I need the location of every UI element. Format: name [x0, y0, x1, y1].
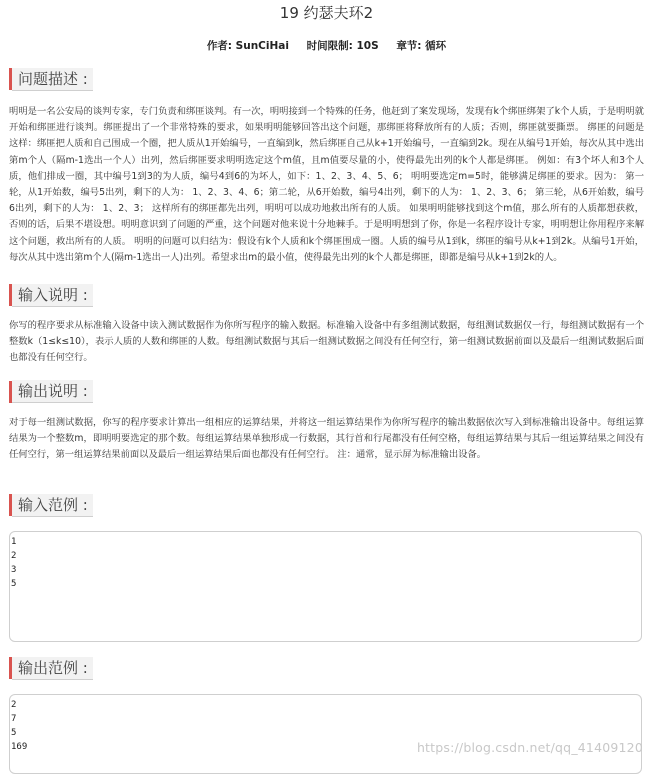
author-label: 作者: SunCiHai — [206, 40, 289, 52]
output-sample-line: 2 — [11, 700, 17, 710]
problem-meta — [0, 38, 653, 52]
input-sample-heading: 输入范例 : — [12, 494, 93, 517]
problem-description-heading: 问题描述 : — [12, 68, 93, 91]
input-sample-line: 5 — [11, 579, 17, 589]
input-sample-line: 1 — [11, 537, 17, 547]
output-sample-line: 7 — [11, 714, 17, 724]
input-sample-header — [9, 494, 93, 516]
output-sample-line: 169 — [11, 742, 28, 752]
output-sample-header — [9, 657, 93, 679]
time-limit-label: 时间限制: 10S — [306, 40, 379, 52]
input-description-header — [9, 284, 653, 306]
chapter-label: 章节: 循环 — [396, 40, 447, 52]
problem-description-header — [9, 68, 653, 90]
input-description-heading: 输入说明 : — [12, 284, 93, 307]
input-description-text: 你写的程序要求从标准输入设备中读入测试数据作为你所写程序的输入数据。标准输入设备中有多组测试数据，每组测试数据仅一行，每组测试数据有一个整数k（1≤k≤10），表示人质的人数和绑匪的人数。每组测试数据与其后一组测试数据之间没有任何空行，第一组测试数据前面以及最后一组测试数据后面也都没有任何空行。 — [9, 320, 644, 364]
page-title: 19 约瑟夫环2 — [279, 4, 374, 22]
problem-description-text: 明明是一名公安局的谈判专家，专门负责和绑匪谈判。有一次，明明接到一个特殊的任务，他赶到了案发现场，发现有k个绑匪绑架了k个人质，于是明明就开始和绑匪进行谈判。绑匪提出了一个非常特殊的要求，如果明明能够回答出这个问题，那绑匪将释放所有的人质；否则，绑匪就要撕票。 绑匪的问题是这样：绑匪把人质和自己围成一个圈，把人质从1开始编号，一直编到k，然后绑匪自己从k+1开始编号，一直编到2k。现在从编号1开始，每次从其中选出第m个人（隔m-1选出一个人）出列，然后绑匪要求明明选定这个m值，且m值要尽量的小，使得最先出列的k个人都是绑匪。 例如：有3个坏人和3个人质，他们排成一圈，其中编号1到3的为人质，编号4到6的为坏人，如下：1、2、3、4、5、6； 明明要选定m=5时，能够满足绑匪的要求。因为： 第一轮，从1开始数，编号5出列，剩下的人为： 1、2、3、4、6；第二轮，从6开始数，编号4出列，剩下的人为： 1、2、3、6； 第三轮，从6开始数，编号6出列，剩下的人为： 1、2、3； 这样所有的绑匪都先出列，明明可以成功地救出所有的人质。 如果明明能够找到这个m值，那么所有的人质都想获救，否则的话，后果不堪设想。明明意识到了问题的严重，这个问题对他来说十分地棘手。于是明明想到了你，你是一名程序设计专家，明明想让你用程序来解这个问题，救出所有的人质。 明明的问题可以归结为：假设有k个人质和k个绑匪围成一圈。人质的编号从1到k，绑匪的编号从k+1到2k。从编号1开始，每次从其中选出第m个人(隔m-1选出一人)出列。希望求出m的最小值，使得最先出列的k个人都是绑匪，即都是编号从k+1到2k的人。 — [9, 106, 644, 263]
watermark-url: https://blog.csdn.net/qq_41409120 — [416, 740, 643, 755]
input-sample-line: 3 — [11, 565, 17, 575]
output-sample-heading: 输出范例 : — [12, 657, 93, 680]
output-description-heading: 输出说明 : — [12, 380, 93, 403]
input-sample-box[interactable] — [9, 531, 642, 642]
input-sample-line: 2 — [11, 551, 17, 561]
output-sample-box[interactable] — [9, 694, 642, 774]
output-sample-line: 5 — [11, 728, 17, 738]
output-description-header — [9, 381, 653, 403]
output-description-text: 对于每一组测试数据，你写的程序要求计算出一组相应的运算结果，并将这一组运算结果作为你所写程序的输出数据依次写入到标准输出设备中。每组运算结果为一个整数m，即明明要选定的那个数。每组运算结果单独形成一行数据，其行首和行尾都没有任何空格，每组运算结果与其后一组运算结果之间没有任何空行，第一组运算结果前面以及最后一组运算结果后面也都没有任何空行。 注：通常，显示屏为标准输出设备。 — [9, 416, 644, 461]
